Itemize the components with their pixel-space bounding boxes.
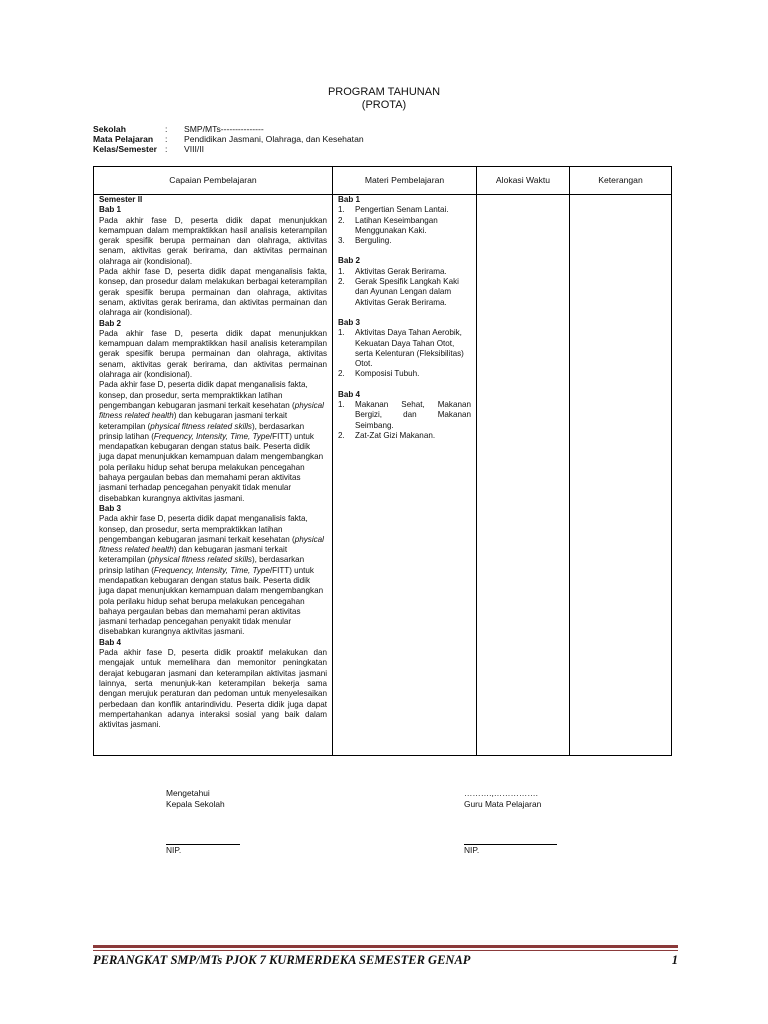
meta-value: VIII/II [184, 144, 205, 154]
header-alokasi: Alokasi Waktu [477, 167, 570, 195]
cp-italic-text: Frequency, Intensity, Time, Type [153, 565, 270, 575]
title-line-2: (PROTA) [361, 99, 407, 111]
nip-label: NIP. [464, 845, 480, 855]
cp-text: /FITT) untuk mendapatkan kebugaran dengan status baik. Peserta didik juga dapat menunjukkan kemampuan dalam mengembangkan pola perilaku hidup sehat berupa melakukan pencegahan bahaya pergaulan bebas dan memahami peran aktivitas jasmani terhadap pencegahan penyakit tidak menular disebabkan kurangnya aktivitas jasmani. [99, 431, 324, 503]
item-number: 2. [338, 215, 345, 225]
meta-colon: : [165, 134, 168, 144]
signature-right [464, 788, 557, 856]
signature-right-line2: Guru Mata Pelajaran [464, 798, 542, 809]
cp-text: Pada akhir fase D, peserta didik dapat menganalisis fakta, konsep, dan prosedur, serta mempraktikkan latihan pengembangan kebugaran jasmani terkait kesehatan ( [99, 380, 308, 410]
list-item [338, 277, 471, 308]
footer-rule-thick [93, 945, 678, 948]
signature-left-line2: Kepala Sekolah [166, 798, 225, 809]
list-item [338, 400, 471, 431]
keterangan-cell [570, 195, 672, 756]
header-capaian: Capaian Pembelajaran [94, 167, 333, 195]
cp-bab-heading: Bab 4 [99, 637, 122, 647]
meta-value: Pendidikan Jasmani, Olahraga, dan Kesehatan [184, 134, 364, 144]
cp-italic-text: physical fitness related skills [150, 555, 252, 565]
item-number: 2. [338, 277, 345, 287]
item-text: Makanan Sehat, Makanan Bergizi, dan Makanan Seimbang. [355, 400, 471, 430]
page-footer [93, 953, 678, 968]
meta-row-subject [93, 134, 364, 144]
materi-list [338, 328, 471, 379]
document-meta [93, 124, 364, 154]
list-item [338, 216, 471, 237]
meta-label: Sekolah [93, 124, 126, 134]
cp-paragraph: Pada akhir fase D, peserta didik dapat menganalisis fakta, konsep, dan prosedur dalam melakukan berbagai keterampilan gerak spesifik berupa permainan dan olahraga, aktivitas senam, aktivitas gerak berirama, dan aktivitas permainan dan olahraga air (kondisional). [99, 267, 327, 318]
item-text: Aktivitas Gerak Berirama. [355, 266, 447, 276]
list-item [338, 267, 471, 277]
item-number: 1. [338, 400, 345, 410]
item-text: Berguling. [355, 236, 392, 246]
cp-paragraph: Pada akhir fase D, peserta didik proaktif melakukan dan mengajak untuk memelihara dan memonitor peningkatan derajat kebugaran jasmani dan keterampilan aktivitas jasmani lainnya, serta menunjuk-kan keterampilan bekerja sama dengan merujuk peraturan dan pedoman untuk menyelesaikan perbedaan dan konflik antarindividu. Peserta didik juga dapat mempertahankan adanya interaksi sosial yang baik dalam aktivitas jasmani. [99, 648, 327, 730]
capaian-cell [94, 195, 333, 756]
item-text: Aktivitas Daya Tahan Aerobik, Kekuatan Daya Tahan Otot, serta Kelenturan (Fleksibilitas) Otot. [355, 328, 464, 369]
cp-paragraph: Pada akhir fase D, peserta didik dapat menunjukkan kemampuan dalam mempraktikkan hasil analisis keterampilan gerak spesifik berupa permainan dan olahraga, aktivitas senam, aktivitas gerak berirama, dan aktivitas permainan olahraga air (kondisional). [99, 328, 327, 380]
cp-paragraph: Pada akhir fase D, peserta didik dapat menunjukkan kemampuan dalam mempraktikkan hasil analisis keterampilan gerak spesifik berupa permainan dan olahraga, aktivitas senam, aktivitas gerak berirama, dan aktivitas permainan olahraga air (kondisional). [99, 215, 327, 266]
alokasi-cell [477, 195, 570, 756]
table-header-row [94, 167, 672, 195]
list-item [338, 369, 471, 379]
materi-bab-heading: Bab 4 [338, 389, 361, 399]
nip-label: NIP. [166, 845, 182, 855]
meta-label: Kelas/Semester [93, 144, 158, 154]
cp-italic-text: physical fitness related skills [150, 421, 252, 431]
document-title [0, 86, 768, 112]
cp-text: /FITT) untuk mendapatkan kebugaran dengan status baik. Peserta didik juga dapat menunjukkan kemampuan dalam mengembangkan pola perilaku hidup sehat berupa melakukan pencegahan bahaya pergaulan bebas dan memahami peran aktivitas jasmani terhadap pencegahan penyakit tidak menular disebabkan kurangnya aktivitas jasmani. [99, 565, 324, 637]
cp-text: ), berdasarkan prinsip latihan ( [99, 555, 305, 575]
cp-bab-heading: Bab 1 [99, 205, 122, 215]
signature-left-line1: Mengetahui [166, 788, 210, 798]
item-text: Gerak Spesifik Langkah Kaki dan Ayunan Lengan dalam Aktivitas Gerak Berirama. [355, 277, 459, 307]
item-number: 3. [338, 236, 345, 246]
cp-text: ), berdasarkan prinsip latihan ( [99, 421, 305, 441]
materi-list [338, 205, 471, 246]
cp-paragraph [99, 380, 327, 504]
table-row [94, 195, 672, 756]
meta-colon: : [165, 124, 168, 134]
materi-bab-heading: Bab 2 [338, 256, 361, 266]
cp-text: ) dan kebugaran jasmani terkait keterampilan ( [99, 411, 288, 431]
header-keterangan: Keterangan [570, 167, 672, 195]
materi-list [338, 400, 471, 441]
semester-heading: Semester II [99, 195, 143, 204]
item-text: Pengertian Senam Lantai. [355, 205, 449, 215]
item-number: 2. [338, 430, 345, 440]
item-number: 1. [338, 205, 345, 215]
header-materi: Materi Pembelajaran [333, 167, 477, 195]
cp-text: Pada akhir fase D, peserta didik dapat menganalisis fakta, konsep, dan prosedur, serta mempraktikkan latihan pengembangan kebugaran jasmani terkait kesehatan ( [99, 514, 308, 544]
materi-cell [333, 195, 477, 756]
cp-italic-text: physical fitness related health [99, 400, 324, 421]
meta-colon: : [165, 144, 168, 154]
list-item [338, 205, 471, 215]
meta-label: Mata Pelajaran [93, 134, 154, 144]
cp-italic-text: physical fitness related health [99, 534, 324, 555]
meta-row-class [93, 144, 364, 154]
materi-bab-heading: Bab 1 [338, 195, 361, 204]
item-text: Komposisi Tubuh. [355, 369, 420, 379]
cp-text: ) dan kebugaran jasmani terkait keterampilan ( [99, 545, 288, 565]
footer-rule-thin [93, 950, 678, 951]
materi-bab-heading: Bab 3 [338, 317, 361, 327]
signature-left [166, 788, 240, 856]
list-item [338, 431, 471, 441]
item-text: Zat-Zat Gizi Makanan. [355, 430, 436, 440]
list-item [338, 328, 471, 369]
signature-right-line1: ……….,……………. [464, 788, 538, 798]
meta-value: SMP/MTs--------------- [184, 124, 264, 134]
prota-table [93, 166, 672, 756]
cp-paragraph [99, 514, 327, 638]
cp-bab-heading: Bab 3 [99, 503, 122, 513]
title-line-1: PROGRAM TAHUNAN [327, 86, 441, 98]
list-item [338, 236, 471, 246]
materi-list [338, 267, 471, 308]
item-number: 1. [338, 328, 345, 338]
item-text: Latihan Keseimbangan Menggunakan Kaki. [355, 215, 438, 235]
item-number: 2. [338, 369, 345, 379]
cp-bab-heading: Bab 2 [99, 318, 122, 328]
cp-italic-text: Frequency, Intensity, Time, Type [153, 431, 270, 441]
footer-text: PERANGKAT SMP/MTs PJOK 7 KURMERDEKA SEMESTER GENAP [93, 953, 471, 967]
page-number: 1 [671, 953, 678, 967]
meta-row-school [93, 124, 364, 134]
item-number: 1. [338, 266, 345, 276]
